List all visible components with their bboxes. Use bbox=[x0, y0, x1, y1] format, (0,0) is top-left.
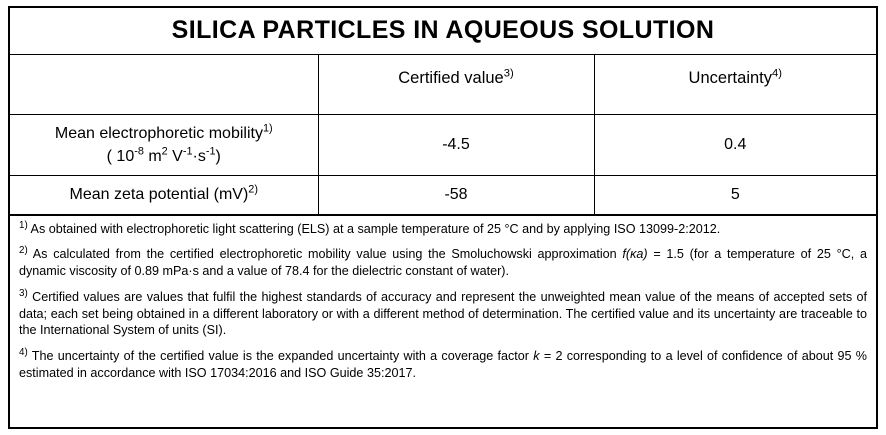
table-header-row bbox=[10, 55, 876, 115]
row-label-zeta-line1: Mean zeta potential (mV) bbox=[69, 186, 249, 204]
units-mid-1: m bbox=[143, 148, 162, 166]
footnote-1 bbox=[19, 221, 867, 238]
header-uncertainty-footnote: 4) bbox=[772, 67, 782, 80]
header-certified-value bbox=[318, 55, 594, 115]
row-label-mobility-units bbox=[106, 145, 221, 166]
footnote-4-italic: k bbox=[533, 348, 540, 363]
table-row bbox=[10, 115, 876, 176]
header-certified-value-label: Certified value bbox=[398, 69, 504, 87]
row-label-mobility-footnote: 1) bbox=[262, 122, 273, 135]
header-certified-value-footnote: 3) bbox=[503, 67, 514, 80]
cell-mobility-certified-value: -4.5 bbox=[318, 115, 594, 176]
header-uncertainty-label: Uncertainty bbox=[688, 69, 772, 87]
certificate-frame bbox=[8, 6, 878, 429]
header-uncertainty bbox=[594, 55, 876, 115]
row-label-zeta-potential bbox=[10, 176, 318, 214]
footnote-2-marker: 2) bbox=[19, 245, 28, 257]
footnote-2 bbox=[19, 246, 867, 279]
footnote-2-text-before: As calculated from the certified electrophoretic mobility value using the Smoluchowski approximation bbox=[32, 247, 623, 262]
units-prefix: ( 10 bbox=[106, 148, 135, 166]
footnote-2-italic: f(κa) bbox=[622, 247, 648, 262]
table-row bbox=[10, 176, 876, 214]
footnotes-section bbox=[10, 215, 876, 386]
row-label-zeta-footnote: 2) bbox=[248, 184, 258, 197]
units-exp-3: -1 bbox=[182, 145, 193, 158]
footnote-4 bbox=[19, 348, 867, 381]
units-exp-2: 2 bbox=[161, 145, 168, 158]
row-label-mobility bbox=[10, 115, 318, 176]
units-exp-4: -1 bbox=[205, 145, 216, 158]
footnote-3-marker: 3) bbox=[19, 287, 28, 299]
footnote-4-text-before: The uncertainty of the certified value is the expanded uncertainty with a coverage factor bbox=[31, 348, 534, 363]
certified-values-table bbox=[10, 8, 876, 215]
table-title-row bbox=[10, 8, 876, 55]
units-mid-3: ·s bbox=[192, 148, 206, 166]
footnote-1-text: As obtained with electrophoretic light scattering (ELS) at a sample temperature of 25 °C and by applying ISO 13099-2:2012. bbox=[30, 221, 721, 236]
page-title: SILICA PARTICLES IN AQUEOUS SOLUTION bbox=[10, 8, 876, 55]
footnote-2-text-after: = 1.5 (for a temperature of 25 °C, a dynamic viscosity of 0.89 mPa·s and a value of 78.4 for the dielectric constant of water). bbox=[19, 247, 868, 279]
footnote-4-text-after: = 2 corresponding to a level of confidence of about 95 % estimated in accordance with ISO 17034:2016 and ISO Guide 35:2017. bbox=[19, 348, 867, 380]
units-exp-1: -8 bbox=[134, 145, 144, 158]
cell-mobility-uncertainty: 0.4 bbox=[594, 115, 876, 176]
row-label-mobility-line1: Mean electrophoretic mobility bbox=[54, 125, 263, 142]
footnote-1-marker: 1) bbox=[19, 219, 28, 231]
cell-zeta-certified-value: -58 bbox=[318, 176, 594, 214]
cell-zeta-uncertainty: 5 bbox=[594, 176, 876, 214]
footnote-4-marker: 4) bbox=[19, 346, 28, 358]
units-suffix: ) bbox=[215, 148, 221, 166]
footnote-3 bbox=[19, 289, 867, 339]
header-blank-cell bbox=[10, 55, 318, 115]
units-mid-2: V bbox=[167, 148, 183, 166]
footnote-3-text: Certified values are values that fulfil the highest standards of accuracy and represent the unweighted mean value of the means of accepted sets of data; each set being obtained in a different laboratory or with a different method of determination. The certified value and its uncertainty are traceable to the International System of units (SI). bbox=[19, 289, 867, 338]
